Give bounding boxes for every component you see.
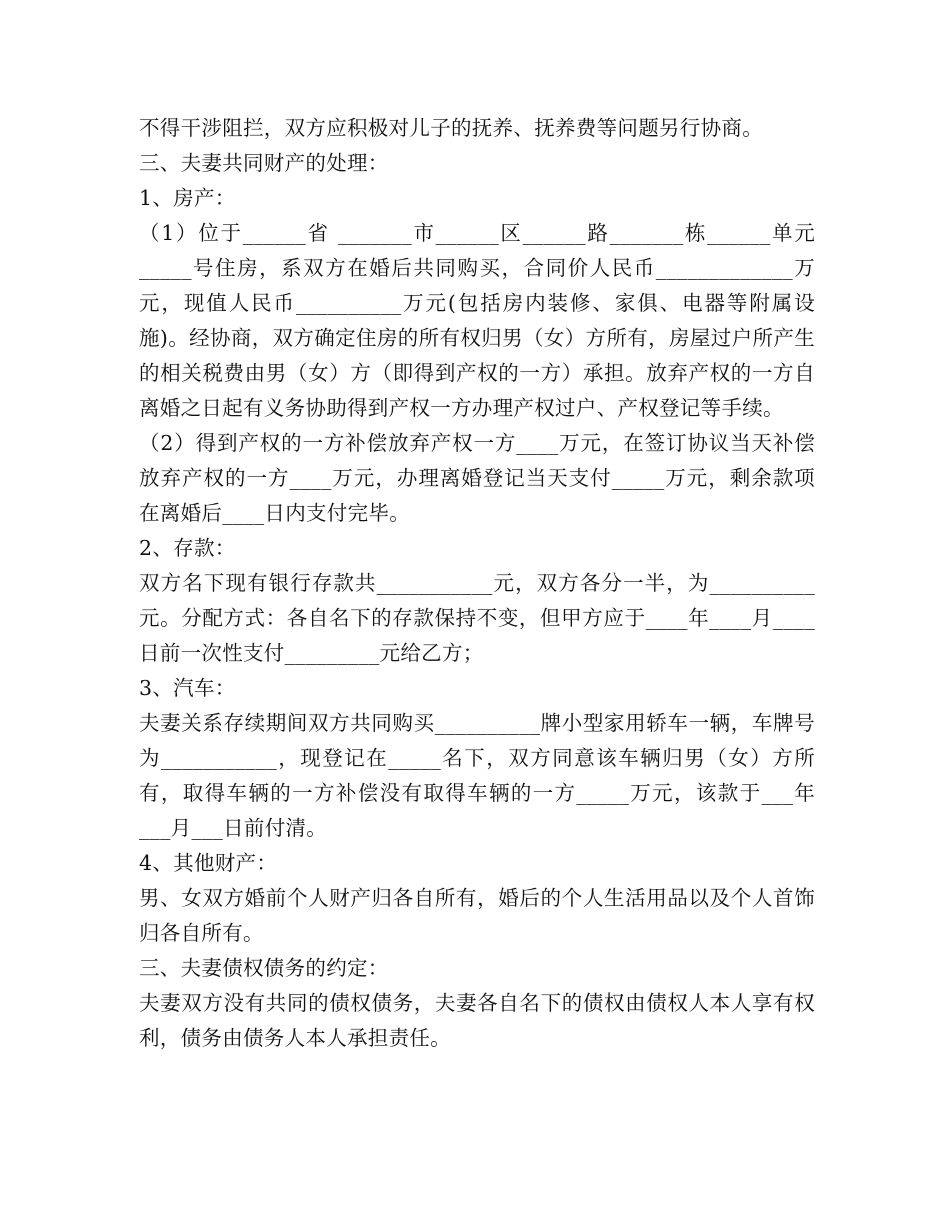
document-body (139, 111, 815, 1056)
paragraph-other-property: 男、女双方婚前个人财产归各自所有，婚后的个人生活用品以及个人首饰归各自所有。 (139, 886, 815, 945)
heading-savings: 2、存款： (139, 536, 236, 560)
paragraph-child-custody-end: 不得干涉阻拦，双方应积极对儿子的抚养、抚养费等问题另行协商。 (139, 116, 763, 140)
heading-debts: 三、夫妻债权债务的约定： (139, 956, 389, 980)
paragraph-real-estate-compensation: （2）得到产权的一方补偿放弃产权一方____万元，在签订协议当天补偿放弃产权的一方____万元，办理离婚登记当天支付_____万元，剩余款项在离婚后____日内支付完毕。 (139, 431, 815, 525)
paragraph-savings: 双方名下现有银行存款共___________元，双方各分一半，为__________元。分配方式：各自名下的存款保持不变，但甲方应于____年____月____日前一次性支付_________元给乙方； (139, 571, 815, 665)
heading-car: 3、汽车： (139, 676, 236, 700)
heading-other-property: 4、其他财产： (139, 851, 278, 875)
heading-joint-property: 三、夫妻共同财产的处理： (139, 151, 389, 175)
heading-real-estate: 1、房产： (139, 186, 236, 210)
paragraph-debts: 夫妻双方没有共同的债权债务，夫妻各自名下的债权由债权人本人享有权利，债务由债务人本人承担责任。 (139, 991, 815, 1050)
paragraph-real-estate-ownership: （1）位于______省 _______市______区______路_______栋______单元_____号住房，系双方在婚后共同购买，合同价人民币_____________万元，现值人民币__________万元(包括房内装修、家俱、电器等附属设施)。经协商，双方确定住房的所有权归男（女）方所有，房屋过户所产生的相关税费由男（女）方（即得到产权的一方）承担。放弃产权的一方自离婚之日起有义务协助得到产权一方办理产权过户、产权登记等手续。 (139, 221, 815, 420)
paragraph-car: 夫妻关系存续期间双方共同购买__________牌小型家用轿车一辆，车牌号为___________，现登记在_____名下，双方同意该车辆归男（女）方所有，取得车辆的一方补偿没有取得车辆的一方_____万元，该款于___年___月___日前付清。 (139, 711, 815, 840)
